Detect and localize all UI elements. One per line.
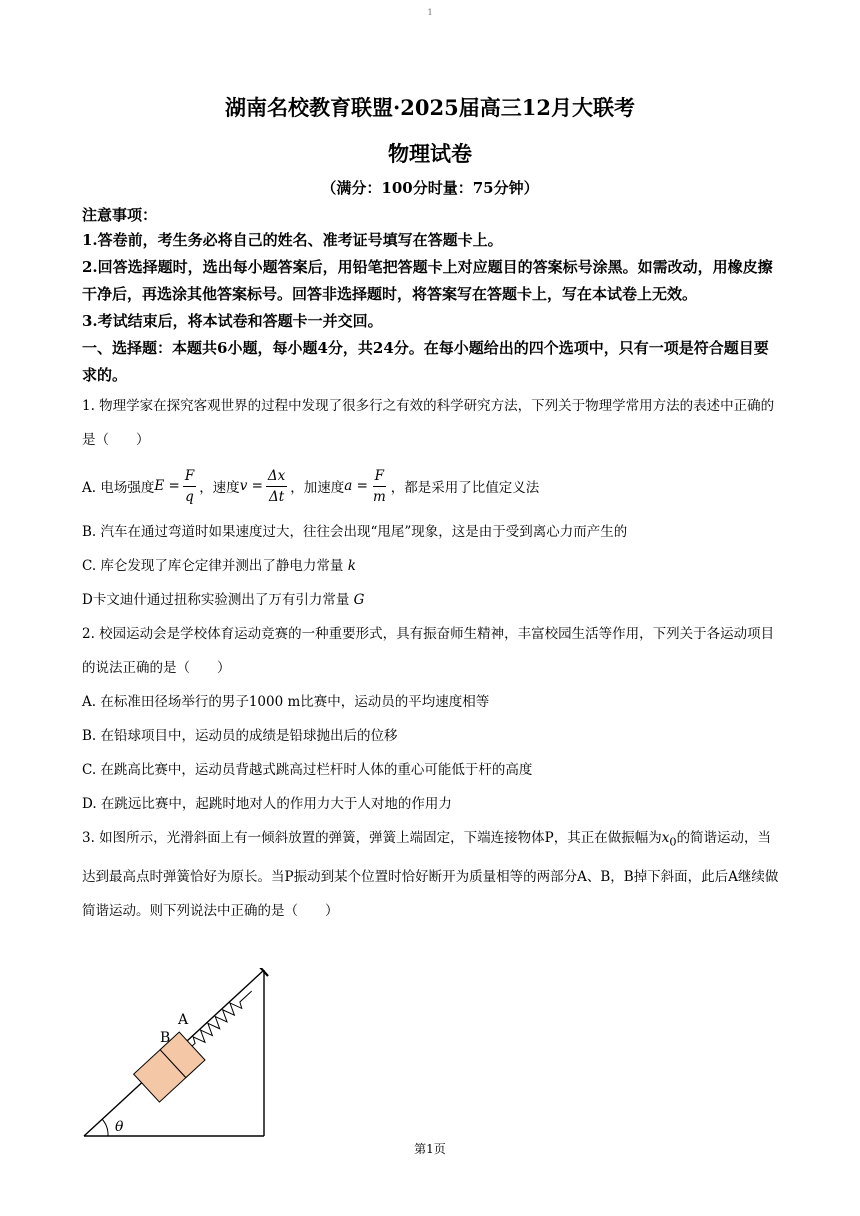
- section-heading: 一、选择题：本题共6小题，每小题4分，共24分。在每小题给出的四个选项中，只有一项是符合题目要求的。: [82, 339, 769, 384]
- question-2-option-c: C. 在跳高比赛中，运动员背越式跳高过栏杆时人体的重心可能低于杆的高度: [82, 762, 533, 778]
- question-1-option-a: [82, 457, 782, 515]
- note-item-1: 1.答卷前，考生务必将自己的姓名、准考证号填写在答题卡上。: [82, 231, 503, 249]
- figure-label-b: B: [160, 1030, 171, 1046]
- formula-e-num: F: [183, 466, 196, 487]
- formula-e-fraction: [183, 466, 196, 507]
- question-2-stem: 2. 校园运动会是学校体育运动竞赛的一种重要形式，具有振奋师生精神，丰富校园生活等作用，下列关于各运动项目的说法正确的是（ ）: [82, 626, 775, 676]
- exam-content: [82, 203, 782, 928]
- formula-v-fraction: [266, 466, 287, 507]
- option-d-symbol: G: [353, 592, 365, 608]
- formula-v-num: Δx: [266, 466, 287, 487]
- option-d-text: D卡文迪什通过扭称实验测出了万有引力常量: [82, 592, 350, 608]
- formula-sep-2: ，加速度: [290, 480, 345, 496]
- option-a-suffix: ，都是采用了比值定义法: [390, 480, 540, 496]
- formula-a-num: F: [373, 466, 386, 487]
- incline-spring-figure: [82, 968, 282, 1140]
- formula-v-den: Δt: [269, 488, 285, 505]
- subject-title: 物理试卷: [388, 141, 472, 166]
- angle-arc: [102, 1119, 108, 1136]
- spring: [188, 987, 256, 1051]
- q3-stem-part-2: 的简谐运动，当达到最高点时弹簧恰好为原长。当P振动到某个位置时恰好断开为质量相等的两部分A、B，B掉下斜面，此后A继续做简谐运动。则下列说法中正确的是（ ）: [82, 830, 779, 919]
- figure-label-a: A: [178, 1012, 189, 1028]
- note-item-3: 3.考试结束后，将本试卷和答题卡一并交回。: [82, 312, 383, 330]
- option-c-text: C. 库仑发现了库仑定律并测出了静电力常量: [82, 558, 344, 574]
- option-c-symbol: k: [347, 558, 356, 574]
- formula-v-lhs: v =: [239, 478, 263, 494]
- question-3-stem: [82, 821, 782, 928]
- exam-meta: （满分：100分时量：75分钟）: [321, 179, 539, 197]
- formula-e-den: q: [185, 488, 194, 505]
- question-1-option-d: [82, 583, 782, 617]
- question-1-option-c: [82, 549, 782, 583]
- notes-heading: 注意事项：: [82, 206, 158, 224]
- question-1-option-b: B. 汽车在通过弯道时如果速度过大，往往会出现“甩尾”现象，这是由于受到离心力而产生的: [82, 524, 628, 540]
- question-2-option-b: B. 在铅球项目中，运动员的成绩是铅球抛出后的位移: [82, 728, 398, 744]
- note-item-2: 2.回答选择题时，选出每小题答案后，用铅笔把答题卡上对应题目的答案标号涂黑。如需改动，用橡皮擦干净后，再选涂其他答案标号。回答非选择题时，将答案写在答题卡上，写在本试卷上无效。: [82, 258, 773, 303]
- top-mark: 1: [427, 8, 433, 17]
- q3-amplitude-subscript: 0: [669, 835, 677, 849]
- question-1-stem: 1. 物理学家在探究客观世界的过程中发现了很多行之有效的科学研究方法，下列关于物理学常用方法的表述中正确的是（ ）: [82, 398, 775, 448]
- formula-a-lhs: a =: [344, 478, 368, 494]
- question-2-option-a: A. 在标准田径场举行的男子1000 m比赛中，运动员的平均速度相等: [82, 694, 490, 710]
- formula-a-den: m: [372, 488, 386, 505]
- q3-stem-part-1: 3. 如图所示，光滑斜面上有一倾斜放置的弹簧，弹簧上端固定，下端连接物体P，其正在做振幅为: [82, 830, 662, 846]
- formula-sep-1: ，速度: [199, 480, 240, 496]
- exam-title: 湖南名校教育联盟·2025届高三12月大联考: [225, 95, 635, 120]
- q3-amplitude-symbol: x: [661, 830, 670, 846]
- option-a-prefix: A. 电场强度: [82, 480, 155, 496]
- formula-e-lhs: E =: [154, 478, 180, 494]
- formula-a-fraction: [371, 466, 388, 507]
- page-number: 第1页: [414, 1142, 446, 1156]
- question-2-option-d: D. 在跳远比赛中，起跳时地对人的作用力大于人对地的作用力: [82, 796, 452, 812]
- figure-theta-label: θ: [115, 1119, 124, 1135]
